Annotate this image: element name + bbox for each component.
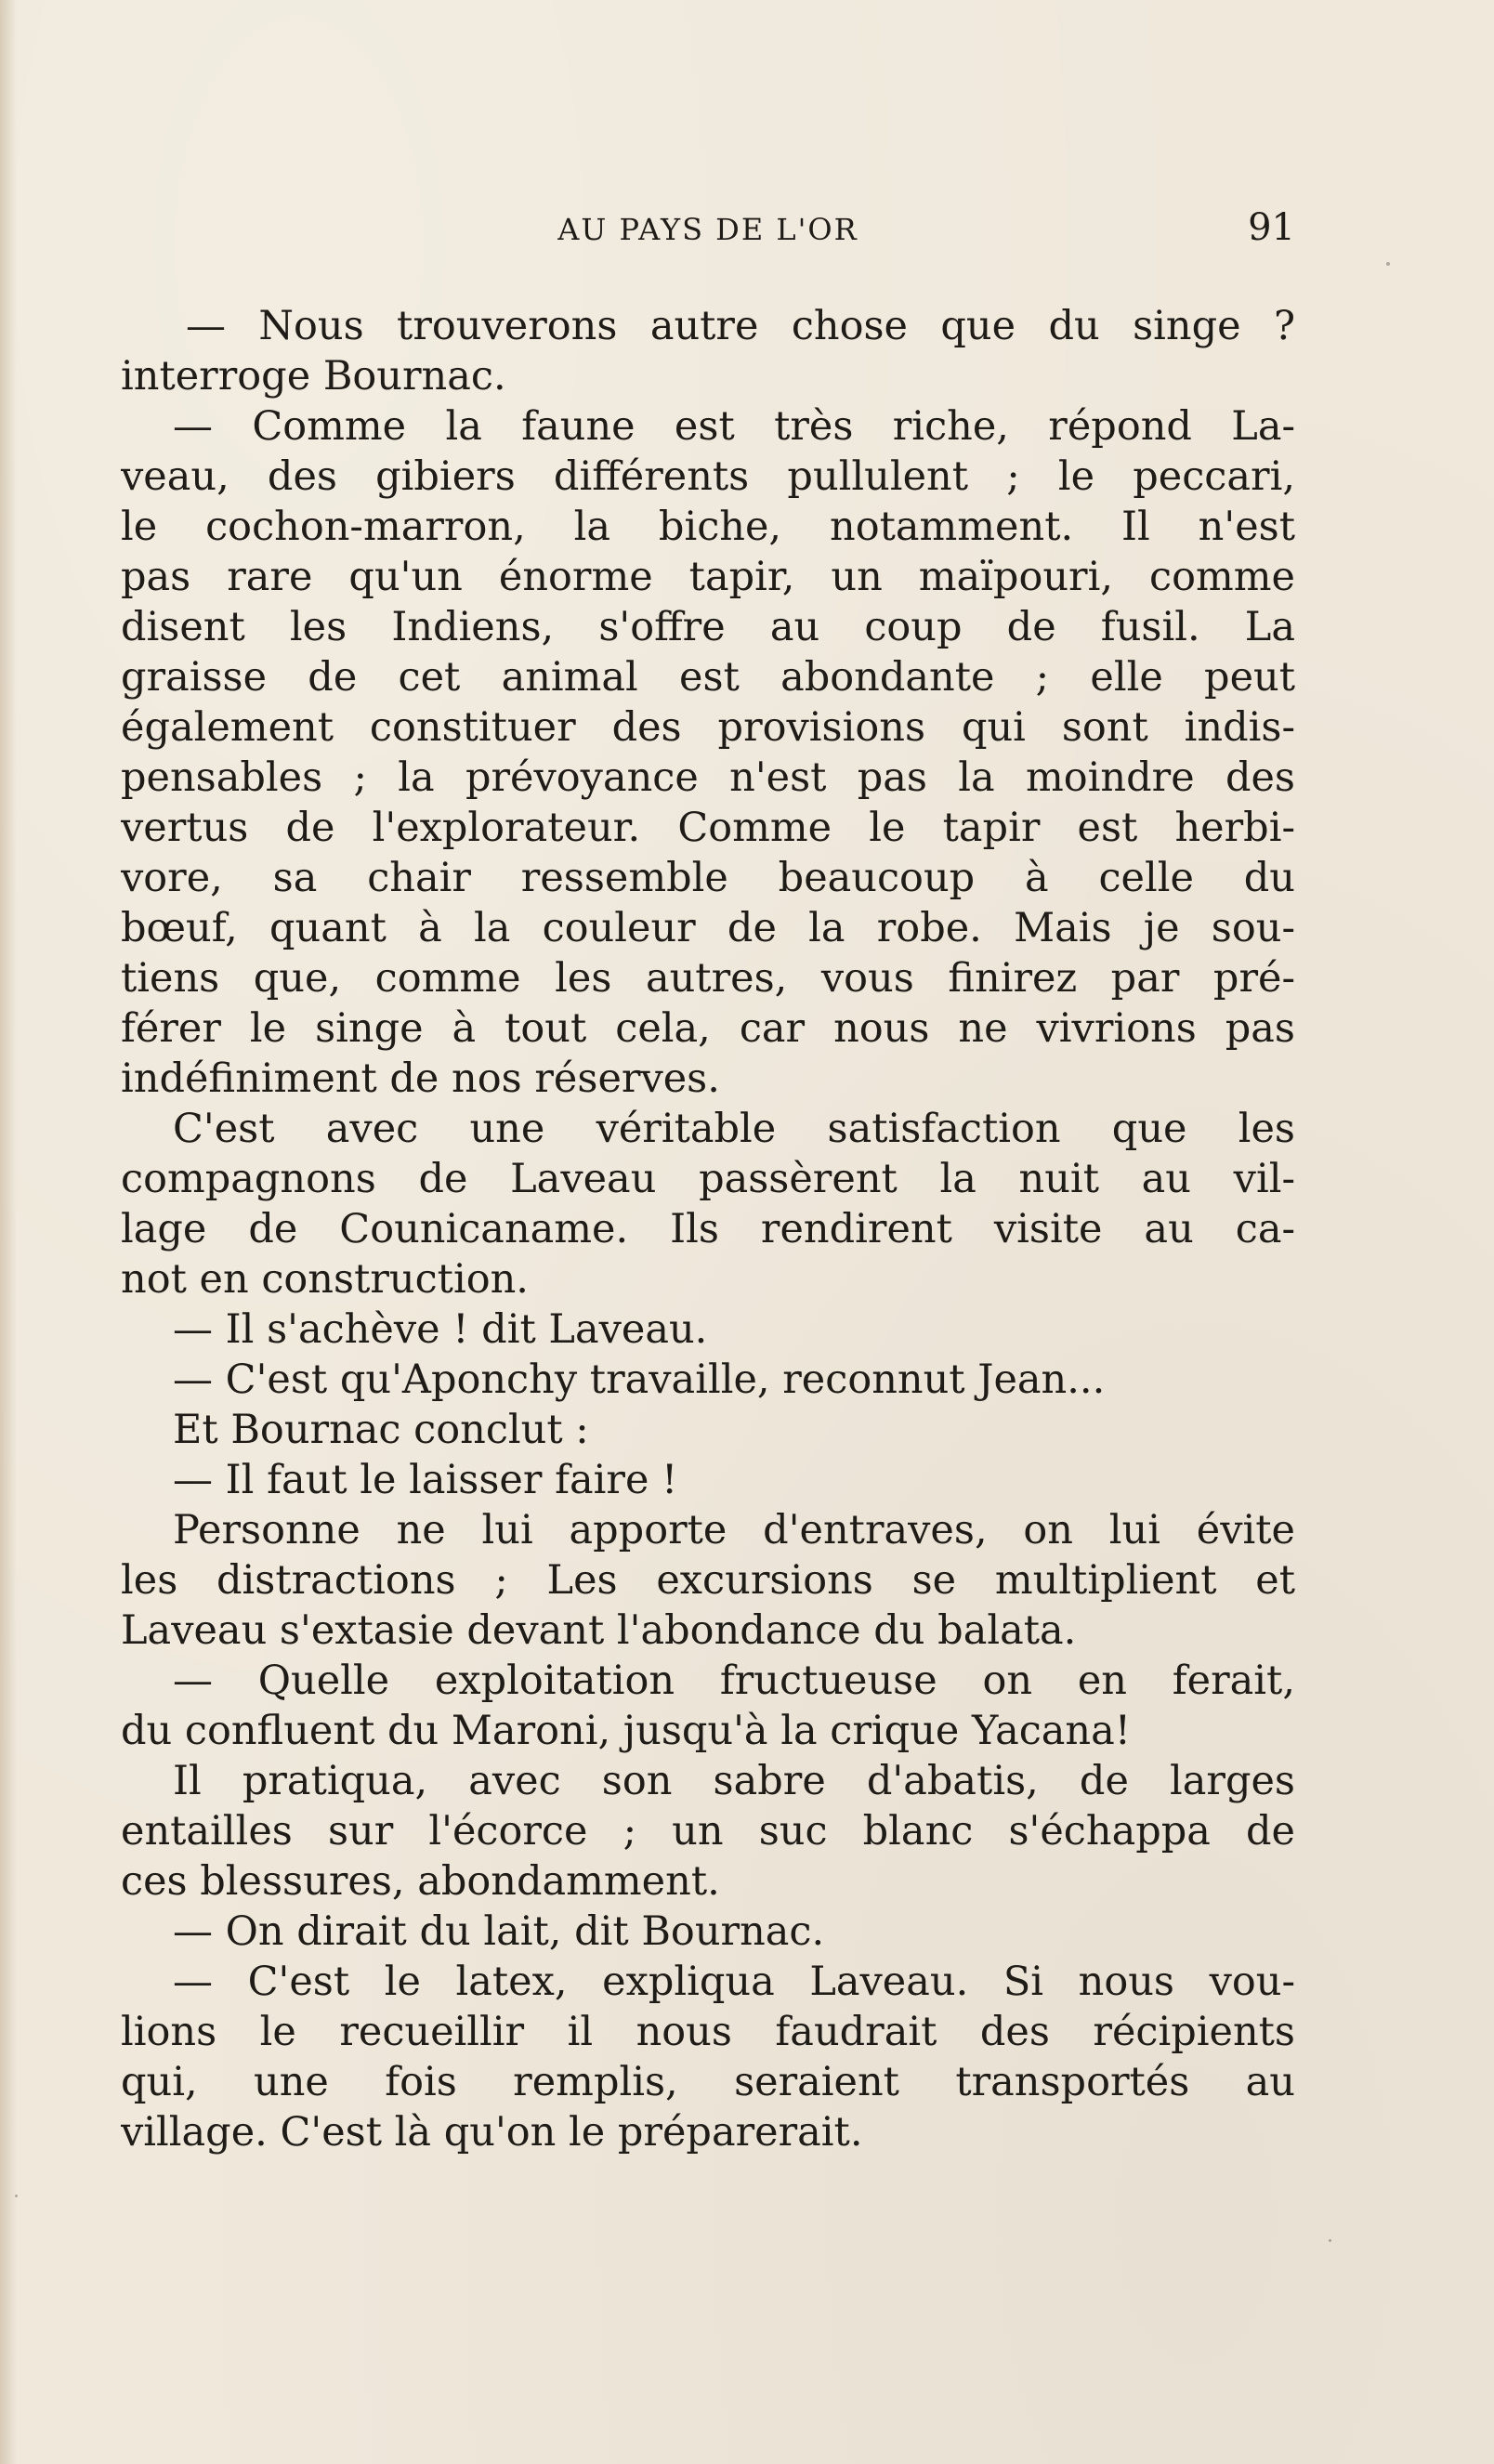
page-number: 91: [1248, 206, 1295, 249]
paper-speck: [1386, 262, 1390, 266]
text-line: — On dirait du lait, dit Bournac.: [173, 1908, 825, 1955]
text-line: entailles sur l'écorce ; un suc blanc s'échappa de: [121, 1808, 1295, 1855]
paper-speck: [1329, 2239, 1331, 2242]
paper-speck: [15, 2195, 18, 2197]
page-header: [121, 206, 1295, 258]
text-line: not en construction.: [121, 1256, 529, 1303]
text-line: — Il faut le laisser faire !: [173, 1457, 678, 1503]
text-line: vertus de l'explorateur. Comme le tapir est herbi-: [121, 805, 1295, 851]
text-line: également constituer des provisions qui sont indis-: [121, 704, 1295, 751]
text-line: lions le recueillir il nous faudrait des récipients: [121, 2009, 1295, 2055]
text-line: qui, une fois remplis, seraient transportés au: [121, 2059, 1295, 2105]
text-line: — Quelle exploitation fructueuse on en ferait,: [173, 1658, 1295, 1704]
text-line: lage de Counicaname. Ils rendirent visite au ca-: [121, 1206, 1295, 1252]
text-line: village. C'est là qu'on le préparerait.: [121, 2109, 863, 2156]
text-line: Personne ne lui apporte d'entraves, on lui évite: [173, 1507, 1295, 1553]
page-edge-shadow: [0, 0, 17, 2464]
text-line: férer le singe à tout cela, car nous ne vivrions pas: [121, 1005, 1295, 1052]
text-line: pensables ; la prévoyance n'est pas la moindre des: [121, 754, 1295, 801]
body-text: [121, 301, 1295, 2157]
text-line: interroge Bournac.: [121, 353, 506, 400]
text-line: du confluent du Maroni, jusqu'à la crique Yacana!: [121, 1708, 1132, 1754]
text-line: Laveau s'extasie devant l'abondance du balata.: [121, 1607, 1077, 1654]
text-line: le cochon-marron, la biche, notamment. Il n'est: [121, 504, 1295, 550]
text-line: ces blessures, abondamment.: [121, 1858, 720, 1905]
text-line: — Nous trouverons autre chose que du singe ?: [186, 303, 1295, 349]
text-line: vore, sa chair ressemble beaucoup à celle du: [121, 855, 1295, 901]
text-line: les distractions ; Les excursions se multiplient et: [121, 1557, 1295, 1604]
text-line: — C'est qu'Aponchy travaille, reconnut Jean...: [173, 1357, 1106, 1403]
text-line: C'est avec une véritable satisfaction que les: [173, 1106, 1295, 1152]
running-title: AU PAYS DE L'OR: [557, 212, 858, 247]
text-line: tiens que, comme les autres, vous finirez par pré-: [121, 955, 1295, 1002]
text-line: bœuf, quant à la couleur de la robe. Mais je sou-: [121, 905, 1295, 951]
text-line: indéfiniment de nos réserves.: [121, 1055, 720, 1102]
text-line: Il pratiqua, avec son sabre d'abatis, de larges: [173, 1758, 1295, 1804]
text-line: graisse de cet animal est abondante ; elle peut: [121, 654, 1295, 701]
text-line: — C'est le latex, expliqua Laveau. Si nous vou-: [173, 1959, 1295, 2005]
text-line: veau, des gibiers différents pullulent ; le peccari,: [121, 453, 1295, 500]
text-line: disent les Indiens, s'offre au coup de fusil. La: [121, 604, 1295, 650]
text-line: pas rare qu'un énorme tapir, un maïpouri, comme: [121, 554, 1295, 600]
text-line: compagnons de Laveau passèrent la nuit au vil-: [121, 1156, 1295, 1202]
text-line: Et Bournac conclut :: [173, 1407, 589, 1453]
text-line: — Comme la faune est très riche, répond La-: [173, 403, 1295, 450]
text-line: — Il s'achève ! dit Laveau.: [173, 1306, 708, 1353]
